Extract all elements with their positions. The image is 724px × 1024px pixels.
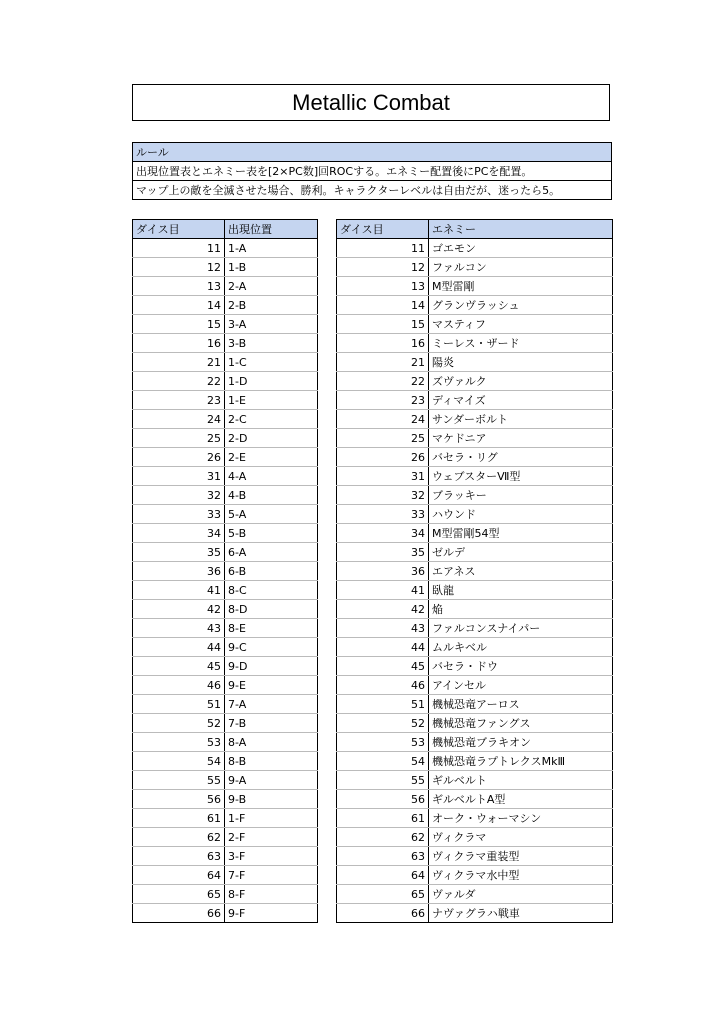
enemy-value-cell: M型雷剛 (429, 277, 613, 296)
rules-header: ルール (133, 143, 612, 162)
position-row (133, 410, 318, 429)
enemy-dice-cell: 62 (337, 828, 429, 847)
position-dice-cell: 54 (133, 752, 225, 771)
enemy-dice-cell: 25 (337, 429, 429, 448)
enemy-dice-cell: 61 (337, 809, 429, 828)
enemy-dice-cell: 44 (337, 638, 429, 657)
enemy-value-cell: グランヴラッシュ (429, 296, 613, 315)
enemy-dice-cell: 32 (337, 486, 429, 505)
enemy-row (337, 410, 613, 429)
position-row (133, 543, 318, 562)
position-value-cell: 1-E (225, 391, 318, 410)
enemy-dice-cell: 53 (337, 733, 429, 752)
enemy-row (337, 657, 613, 676)
enemy-dice-cell: 63 (337, 847, 429, 866)
enemy-dice-cell: 36 (337, 562, 429, 581)
enemy-dice-cell: 24 (337, 410, 429, 429)
enemy-dice-cell: 12 (337, 258, 429, 277)
enemy-value-cell: ヴィクラマ (429, 828, 613, 847)
enemy-row (337, 638, 613, 657)
enemy-value-cell: 焔 (429, 600, 613, 619)
position-value-cell: 8-C (225, 581, 318, 600)
enemy-dice-cell: 46 (337, 676, 429, 695)
position-value-cell: 9-E (225, 676, 318, 695)
rules-table (132, 142, 612, 200)
enemy-value-cell: オーク・ウォーマシン (429, 809, 613, 828)
position-dice-cell: 61 (133, 809, 225, 828)
enemy-row (337, 695, 613, 714)
position-value-cell: 2-C (225, 410, 318, 429)
position-dice-cell: 34 (133, 524, 225, 543)
position-table (132, 219, 318, 923)
position-row (133, 600, 318, 619)
position-row (133, 467, 318, 486)
position-value-cell: 4-B (225, 486, 318, 505)
enemy-row (337, 904, 613, 923)
enemy-row (337, 391, 613, 410)
enemy-value-cell: 機械恐竜ブラキオン (429, 733, 613, 752)
position-value-cell: 8-F (225, 885, 318, 904)
enemy-value-cell: マスティフ (429, 315, 613, 334)
position-dice-cell: 35 (133, 543, 225, 562)
position-value-cell: 5-B (225, 524, 318, 543)
enemy-value-cell: ナヴァグラハ戦車 (429, 904, 613, 923)
enemy-row (337, 562, 613, 581)
enemy-value-cell: ファルコンスナイパー (429, 619, 613, 638)
position-value-cell: 5-A (225, 505, 318, 524)
position-header: 出現位置 (225, 220, 318, 239)
enemy-table (336, 219, 613, 923)
enemy-value-cell: エアネス (429, 562, 613, 581)
enemy-row (337, 429, 613, 448)
position-value-cell: 1-A (225, 239, 318, 258)
position-row (133, 885, 318, 904)
enemy-dice-cell: 54 (337, 752, 429, 771)
position-row (133, 486, 318, 505)
position-row (133, 581, 318, 600)
position-row (133, 676, 318, 695)
position-value-cell: 9-D (225, 657, 318, 676)
position-value-cell: 2-A (225, 277, 318, 296)
position-dice-cell: 62 (133, 828, 225, 847)
position-value-cell: 3-F (225, 847, 318, 866)
enemy-row (337, 771, 613, 790)
position-value-cell: 7-A (225, 695, 318, 714)
enemy-value-cell: ギルベルト (429, 771, 613, 790)
position-dice-cell: 33 (133, 505, 225, 524)
enemy-row (337, 277, 613, 296)
position-row (133, 771, 318, 790)
position-value-cell: 8-A (225, 733, 318, 752)
position-row (133, 847, 318, 866)
position-row (133, 391, 318, 410)
enemy-row (337, 239, 613, 258)
position-row (133, 809, 318, 828)
position-value-cell: 2-F (225, 828, 318, 847)
position-row (133, 334, 318, 353)
position-value-cell: 1-C (225, 353, 318, 372)
enemy-dice-cell: 31 (337, 467, 429, 486)
enemy-dice-cell: 21 (337, 353, 429, 372)
position-dice-cell: 63 (133, 847, 225, 866)
position-row (133, 372, 318, 391)
page-title: Metallic Combat (132, 84, 610, 121)
enemy-row (337, 315, 613, 334)
position-row (133, 828, 318, 847)
position-row (133, 353, 318, 372)
enemy-dice-cell: 45 (337, 657, 429, 676)
position-dice-cell: 11 (133, 239, 225, 258)
position-dice-cell: 22 (133, 372, 225, 391)
enemy-value-cell: ミーレス・ザード (429, 334, 613, 353)
position-row (133, 866, 318, 885)
enemy-value-cell: サンダーボルト (429, 410, 613, 429)
position-row (133, 714, 318, 733)
enemy-value-cell: アインセル (429, 676, 613, 695)
position-dice-cell: 52 (133, 714, 225, 733)
position-value-cell: 4-A (225, 467, 318, 486)
enemy-dice-cell: 23 (337, 391, 429, 410)
enemy-value-cell: 陽炎 (429, 353, 613, 372)
enemy-dice-cell: 35 (337, 543, 429, 562)
position-dice-cell: 55 (133, 771, 225, 790)
enemy-row (337, 600, 613, 619)
enemy-value-cell: マケドニア (429, 429, 613, 448)
enemy-value-cell: M型雷剛54型 (429, 524, 613, 543)
enemy-value-cell: ファルコン (429, 258, 613, 277)
position-dice-cell: 25 (133, 429, 225, 448)
enemy-dice-header: ダイス目 (337, 220, 429, 239)
position-row (133, 657, 318, 676)
enemy-header: エネミー (429, 220, 613, 239)
position-row (133, 448, 318, 467)
position-row (133, 258, 318, 277)
enemy-row (337, 714, 613, 733)
enemy-row (337, 885, 613, 904)
enemy-value-cell: ムルキベル (429, 638, 613, 657)
enemy-dice-cell: 51 (337, 695, 429, 714)
position-value-cell: 9-C (225, 638, 318, 657)
position-row (133, 619, 318, 638)
enemy-row (337, 619, 613, 638)
enemy-dice-cell: 26 (337, 448, 429, 467)
enemy-row (337, 353, 613, 372)
enemy-row (337, 790, 613, 809)
enemy-value-cell: ヴィクラマ重装型 (429, 847, 613, 866)
position-dice-cell: 45 (133, 657, 225, 676)
position-value-cell: 7-B (225, 714, 318, 733)
enemy-dice-cell: 56 (337, 790, 429, 809)
position-value-cell: 7-F (225, 866, 318, 885)
position-value-cell: 8-E (225, 619, 318, 638)
enemy-value-cell: ブラッキー (429, 486, 613, 505)
enemy-row (337, 505, 613, 524)
enemy-row (337, 524, 613, 543)
position-value-cell: 1-B (225, 258, 318, 277)
position-value-cell: 3-A (225, 315, 318, 334)
position-value-cell: 8-B (225, 752, 318, 771)
enemy-value-cell: ヴィクラマ水中型 (429, 866, 613, 885)
position-dice-cell: 53 (133, 733, 225, 752)
position-dice-cell: 15 (133, 315, 225, 334)
enemy-row (337, 676, 613, 695)
position-row (133, 315, 318, 334)
position-dice-cell: 51 (133, 695, 225, 714)
enemy-row (337, 581, 613, 600)
position-row (133, 638, 318, 657)
enemy-dice-cell: 42 (337, 600, 429, 619)
position-value-cell: 9-A (225, 771, 318, 790)
position-dice-cell: 21 (133, 353, 225, 372)
position-value-cell: 9-F (225, 904, 318, 923)
enemy-row (337, 448, 613, 467)
position-row (133, 429, 318, 448)
position-row (133, 562, 318, 581)
enemy-value-cell: 臥龍 (429, 581, 613, 600)
enemy-dice-cell: 65 (337, 885, 429, 904)
enemy-row (337, 733, 613, 752)
enemy-value-cell: ディマイズ (429, 391, 613, 410)
enemy-value-cell: ゼルデ (429, 543, 613, 562)
position-value-cell: 6-B (225, 562, 318, 581)
enemy-row (337, 372, 613, 391)
enemy-dice-cell: 34 (337, 524, 429, 543)
enemy-dice-cell: 16 (337, 334, 429, 353)
position-row (133, 752, 318, 771)
enemy-value-cell: ギルベルトA型 (429, 790, 613, 809)
position-row (133, 277, 318, 296)
enemy-value-cell: ヴァルダ (429, 885, 613, 904)
position-dice-cell: 13 (133, 277, 225, 296)
position-row (133, 733, 318, 752)
enemy-dice-cell: 14 (337, 296, 429, 315)
enemy-dice-cell: 22 (337, 372, 429, 391)
enemy-dice-cell: 33 (337, 505, 429, 524)
enemy-row (337, 866, 613, 885)
position-dice-cell: 32 (133, 486, 225, 505)
position-row (133, 695, 318, 714)
position-dice-cell: 23 (133, 391, 225, 410)
enemy-value-cell: バセラ・リグ (429, 448, 613, 467)
enemy-row (337, 847, 613, 866)
enemy-value-cell: 機械恐竜アーロス (429, 695, 613, 714)
position-value-cell: 8-D (225, 600, 318, 619)
position-dice-cell: 56 (133, 790, 225, 809)
position-row (133, 904, 318, 923)
enemy-dice-cell: 55 (337, 771, 429, 790)
position-dice-cell: 64 (133, 866, 225, 885)
enemy-value-cell: ズヴァルク (429, 372, 613, 391)
position-dice-cell: 46 (133, 676, 225, 695)
position-dice-cell: 24 (133, 410, 225, 429)
position-value-cell: 9-B (225, 790, 318, 809)
enemy-row (337, 752, 613, 771)
enemy-row (337, 486, 613, 505)
enemy-dice-cell: 13 (337, 277, 429, 296)
position-dice-cell: 36 (133, 562, 225, 581)
enemy-row (337, 809, 613, 828)
position-row (133, 505, 318, 524)
position-dice-cell: 42 (133, 600, 225, 619)
position-value-cell: 2-B (225, 296, 318, 315)
enemy-row (337, 828, 613, 847)
enemy-value-cell: ゴエモン (429, 239, 613, 258)
enemy-value-cell: 機械恐竜ファングス (429, 714, 613, 733)
rules-line: 出現位置表とエネミー表を[2×PC数]回ROCする。エネミー配置後にPCを配置。 (133, 162, 612, 181)
position-dice-cell: 14 (133, 296, 225, 315)
position-dice-cell: 43 (133, 619, 225, 638)
position-dice-cell: 66 (133, 904, 225, 923)
enemy-dice-cell: 43 (337, 619, 429, 638)
enemy-dice-cell: 52 (337, 714, 429, 733)
enemy-dice-cell: 11 (337, 239, 429, 258)
enemy-value-cell: ウェブスターⅦ型 (429, 467, 613, 486)
position-row (133, 239, 318, 258)
enemy-row (337, 334, 613, 353)
position-dice-header: ダイス目 (133, 220, 225, 239)
position-row (133, 524, 318, 543)
position-value-cell: 2-E (225, 448, 318, 467)
position-dice-cell: 31 (133, 467, 225, 486)
enemy-row (337, 258, 613, 277)
position-dice-cell: 16 (133, 334, 225, 353)
position-dice-cell: 65 (133, 885, 225, 904)
position-value-cell: 1-D (225, 372, 318, 391)
position-dice-cell: 12 (133, 258, 225, 277)
position-row (133, 790, 318, 809)
enemy-dice-cell: 15 (337, 315, 429, 334)
position-value-cell: 2-D (225, 429, 318, 448)
enemy-dice-cell: 66 (337, 904, 429, 923)
enemy-row (337, 296, 613, 315)
enemy-value-cell: ハウンド (429, 505, 613, 524)
position-row (133, 296, 318, 315)
position-value-cell: 3-B (225, 334, 318, 353)
rules-line: マップ上の敵を全滅させた場合、勝利。キャラクターレベルは自由だが、迷ったら5。 (133, 181, 612, 200)
enemy-dice-cell: 64 (337, 866, 429, 885)
position-value-cell: 6-A (225, 543, 318, 562)
position-dice-cell: 44 (133, 638, 225, 657)
position-dice-cell: 26 (133, 448, 225, 467)
enemy-row (337, 467, 613, 486)
enemy-row (337, 543, 613, 562)
enemy-value-cell: 機械恐竜ラプトレクスMkⅢ (429, 752, 613, 771)
enemy-dice-cell: 41 (337, 581, 429, 600)
position-value-cell: 1-F (225, 809, 318, 828)
enemy-value-cell: バセラ・ドウ (429, 657, 613, 676)
position-dice-cell: 41 (133, 581, 225, 600)
